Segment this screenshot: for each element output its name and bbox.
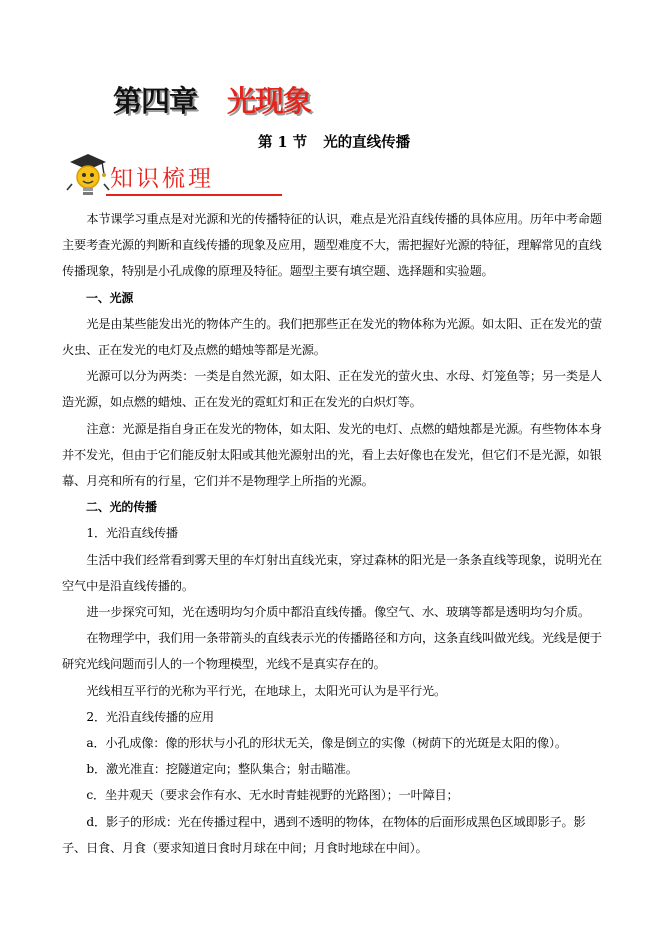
section-number: 第 1 节 [258,134,308,151]
section-heading [258,131,410,152]
paragraph: 光线相互平行的光称为平行光，在地球上，太阳光可认为是平行光。 [86,683,447,698]
chapter-title: 光现象 [227,84,312,118]
paragraph: 光是由某些能发出光的物体产生的。我们把那些正在发光的物体称为光源。如太阳、正在发光的萤火虫、正在发光的电灯及点燃的蜡烛等都是光源。 [62,316,602,358]
subheading: 2．光沿直线传播的应用 [86,709,214,724]
heading-light-source: 一、光源 [86,290,134,305]
intro-paragraph: 本节课学习重点是对光源和光的传播特征的认识，难点是光沿直线传播的具体应用。历年中考命题主要考查光源的判断和直线传播的现象及应用，题型难度不大，需把握好光源的特征，理解常见的直线传播现象，特别是小孔成像的原理及特征。题型主要有填空题、选择题和实验题。 [62,212,602,279]
body-text [62,206,608,861]
subheading: 1．光沿直线传播 [86,526,178,541]
banner-title: 知识梳理 [110,166,214,192]
paragraph: 进一步探究可知，光在透明均匀介质中都沿直线传播。像空气、水、玻璃等都是透明均匀介质。 [86,605,590,620]
banner-underline [106,194,282,196]
paragraph: 光源可以分为两类：一类是自然光源，如太阳、正在发光的萤火虫、水母、灯笼鱼等；另一类是人造光源，如点燃的蜡烛、正在发光的霓虹灯和正在发光的白炽灯等。 [62,369,602,410]
chapter-heading [113,76,311,120]
list-item: c．坐井观天（要求会作有水、无水时青蛙视野的光路图）；一叶障目； [86,788,459,803]
list-item: d．影子的形成：光在传播过程中，遇到不透明的物体，在物体的后面形成黑色区域即影子。影子、日食、月食（要求知道日食时月球在中间；月食时地球在中间）。 [62,814,586,855]
knowledge-banner [66,150,226,202]
graduate-lightbulb-icon [66,150,110,198]
heading-light-propagation: 二、光的传播 [86,500,157,515]
list-item: a．小孔成像：像的形状与小孔的形状无关，像是倒立的实像（树荫下的光斑是太阳的像）。 [86,736,567,751]
chapter-number: 第四章 [113,84,198,118]
paragraph: 生活中我们经常看到雾天里的车灯射出直线光束，穿过森林的阳光是一条条直线等现象，说明光在空气中是沿直线传播的。 [62,552,602,593]
section-title: 光的直线传播 [323,134,411,151]
paragraph: 注意：光源是指自身正在发光的物体，如太阳、发光的电灯、点燃的蜡烛都是光源。有些物体本身并不发光，但由于它们能反射太阳或其他光源射出的光，看上去好像也在发光，但它们不是光源，如银幕、月亮和所有的行星，它们并不是物理学上所指的光源。 [62,421,602,489]
list-item: b．激光准直：挖隧道定向；整队集合；射击瞄准。 [86,762,358,777]
paragraph: 在物理学中，我们用一条带箭头的直线表示光的传播路径和方向，这条直线叫做光线。光线是便于研究光线问题而引人的一个物理模型，光线不是真实存在的。 [62,631,602,672]
